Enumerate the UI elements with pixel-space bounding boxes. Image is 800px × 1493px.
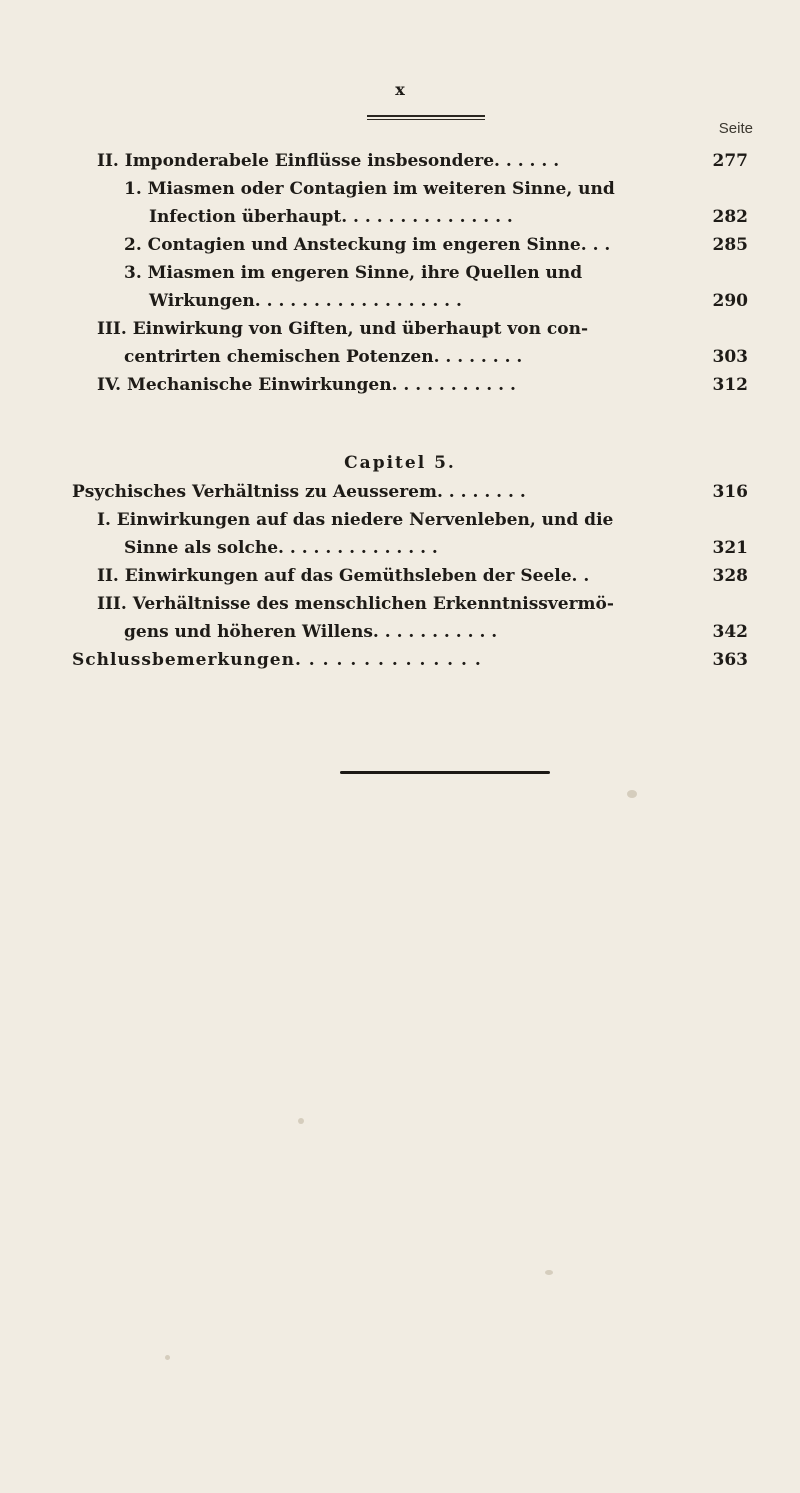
toc-entry: II. Einwirkungen auf das Gemüthsleben der Seele. .: [97, 566, 590, 586]
toc-page-number: 342: [712, 622, 748, 642]
toc-entry: 3. Miasmen im engeren Sinne, ihre Quellen und: [124, 263, 583, 283]
paper-speck: [165, 1355, 170, 1360]
toc-entry: centrirten chemischen Potenzen. . . . . . . .: [124, 347, 523, 367]
toc-entry: II. Imponderabele Einflüsse insbesondere. . . . . .: [97, 151, 560, 171]
toc-page-number: 282: [712, 207, 748, 227]
page-folio: x: [395, 80, 405, 99]
paper-speck: [298, 1118, 304, 1124]
toc-page-number: 363: [712, 650, 748, 670]
toc-page-number: 321: [712, 538, 748, 558]
header-rule: [367, 115, 485, 117]
toc-page-number: 277: [712, 151, 748, 171]
toc-entry: gens und höheren Willens. . . . . . . . . . .: [124, 622, 498, 642]
toc-entry: Schlussbemerkungen. . . . . . . . . . . . . .: [72, 650, 482, 670]
toc-entry: 1. Miasmen oder Contagien im weiteren Sinne, und: [124, 179, 615, 199]
toc-entry: IV. Mechanische Einwirkungen. . . . . . . . . . .: [97, 375, 516, 395]
paper-speck: [545, 1270, 553, 1275]
toc-page-number: 316: [712, 482, 748, 502]
toc-page-number: 285: [712, 235, 748, 255]
toc-entry: Infection überhaupt. . . . . . . . . . . . . . .: [149, 207, 513, 227]
toc-entry: I. Einwirkungen auf das niedere Nervenleben, und die: [97, 510, 614, 530]
toc-entry: 2. Contagien und Ansteckung im engeren Sinne. . .: [124, 235, 611, 255]
toc-entry: Psychisches Verhältniss zu Aeusserem. . . . . . . .: [72, 482, 526, 502]
toc-page-number: 303: [712, 347, 748, 367]
page-column-label: Seite: [718, 120, 753, 137]
toc-entry: III. Einwirkung von Giften, und überhaupt von con-: [97, 319, 589, 339]
toc-entry: III. Verhältnisse des menschlichen Erkenntnissvermö-: [97, 594, 614, 614]
header-rule-thin: [367, 119, 485, 120]
chapter-heading: Capitel 5.: [344, 453, 456, 473]
closing-rule: [340, 771, 550, 774]
toc-entry: Wirkungen. . . . . . . . . . . . . . . . . .: [149, 291, 462, 311]
toc-page-number: 328: [712, 566, 748, 586]
toc-page-number: 290: [712, 291, 748, 311]
toc-entry: Sinne als solche. . . . . . . . . . . . . .: [124, 538, 438, 558]
toc-page-number: 312: [712, 375, 748, 395]
paper-speck: [627, 790, 637, 798]
